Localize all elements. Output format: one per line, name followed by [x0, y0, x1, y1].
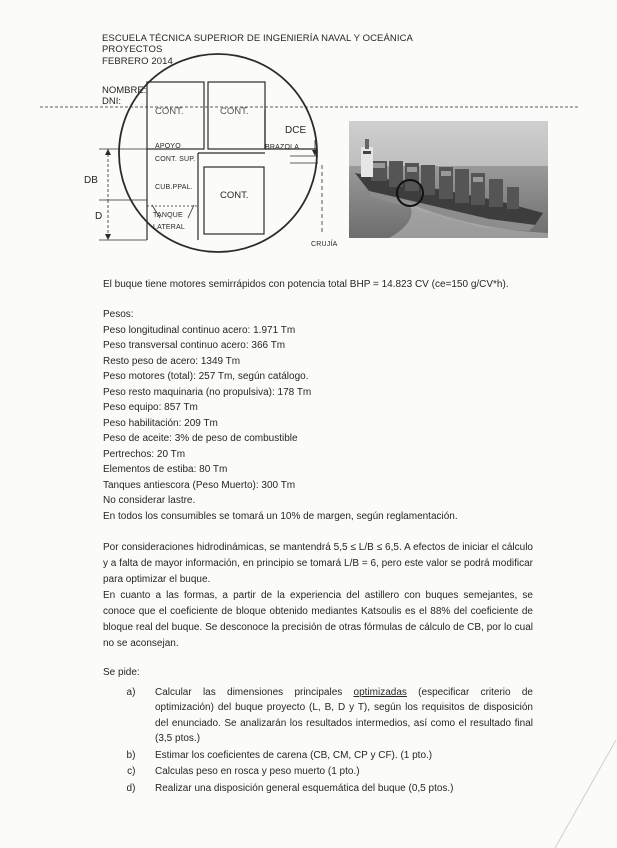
weight-item: Peso resto maquinaria (no propulsiva): 178 Tm: [103, 386, 312, 398]
weight-item: Peso longitudinal continuo acero: 1.971 Tm: [103, 324, 296, 336]
weights-section: [103, 307, 458, 524]
header-date: FEBRERO 2014: [102, 56, 173, 67]
label-d: D: [95, 211, 103, 222]
weight-item: Resto peso de acero: 1349 Tm: [103, 355, 241, 367]
ship-photo: [349, 121, 548, 238]
optimizadas-emphasis: optimizadas: [353, 686, 407, 698]
label-brazola: BRAZOLA: [265, 144, 300, 151]
container-label-top-left: CONT.: [155, 106, 184, 117]
label-crujia: CRUJÍA: [311, 241, 338, 248]
forms-paragraph: En cuanto a las formas, a partir de la experiencia del astillero con buques semejantes, se conoce que el coeficiente de bloque obtenido mediantes Katsoulis es el 88% del coeficiente de bloque real del buque. Se desconoce la precisión de otras fórmulas de cálculo de CB, por lo cual no se aconsejan.: [103, 590, 533, 649]
task-c: c. Calculas peso en rosca y peso muerto (1 pto.): [141, 764, 533, 780]
label-apoyo: APOYO: [155, 143, 181, 150]
weight-item: Pertrechos: 20 Tm: [103, 448, 186, 460]
label-cub-ppal: CUB.PPAL.: [155, 184, 193, 191]
dni-label: DNI:: [102, 96, 121, 107]
label-db: DB: [84, 175, 98, 186]
name-label: NOMBRE:: [102, 85, 147, 96]
weight-item: Peso de aceite: 3% de peso de combustible: [103, 433, 298, 444]
weight-item: Peso equipo: 857 Tm: [103, 402, 198, 413]
label-cont-sup: CONT. SUP.: [155, 156, 196, 163]
label-dce: DCE: [285, 125, 307, 136]
container-label-top-right: CONT.: [220, 106, 249, 117]
label-lateral: LATERAL: [153, 224, 186, 231]
tasks-list: [103, 685, 533, 797]
intro-text: El buque tiene motores semirrápidos con potencia total BHP = 14.823 CV (ce=150 g/CV*h).: [103, 279, 509, 290]
container-ship-illustration: [349, 121, 548, 238]
weight-item: Peso motores (total): 257 Tm, según catálogo.: [103, 371, 309, 382]
header-school: ESCUELA TÉCNICA SUPERIOR DE INGENIERÍA NAVAL Y OCEÁNICA: [102, 33, 413, 44]
container-label-lower: CONT.: [220, 190, 249, 201]
tasks-title: Se pide:: [103, 667, 140, 678]
task-d: d. Realizar una disposición general esquemática del buque (0,5 ptos.): [141, 781, 533, 797]
page-edge-mark: [540, 740, 617, 848]
tasks-section: [103, 665, 533, 797]
task-b: b. Estimar los coeficientes de carena (CB, CM, CP y CF). (1 pto.): [141, 748, 533, 764]
weight-item: No considerar lastre.: [103, 495, 196, 506]
task-a: a. Calcular las dimensiones principales optimizadas (especificar criterio de optimización) del buque proyecto (L, B, D y T), según los requisitos de disposición del enunciado. Se analizarán los resultados intermedios, así como el resultado final (3,5 ptos.): [141, 685, 533, 747]
weight-item: Peso transversal continuo acero: 366 Tm: [103, 340, 286, 351]
weights-title: Pesos:: [103, 309, 134, 320]
label-tanque: TANQUE: [153, 212, 183, 219]
weight-item: Tanques antiescora (Peso Muerto): 300 Tm: [103, 479, 296, 491]
header-subject: PROYECTOS: [102, 44, 163, 55]
hydrodynamic-paragraph: Por consideraciones hidrodinámicas, se mantendrá 5,5 ≤ L/B ≤ 6,5. A efectos de iniciar el cálculo y a falta de mayor información, en principio se tomará L/B = 6, pero este valor se podrá modificar para optimizar el buque.: [103, 542, 533, 585]
weight-item: Elementos de estiba: 80 Tm: [103, 464, 228, 475]
weight-item: En todos los consumibles se tomará un 10% de margen, según reglamentación.: [103, 510, 458, 522]
weight-item: Peso habilitación: 209 Tm: [103, 417, 218, 429]
